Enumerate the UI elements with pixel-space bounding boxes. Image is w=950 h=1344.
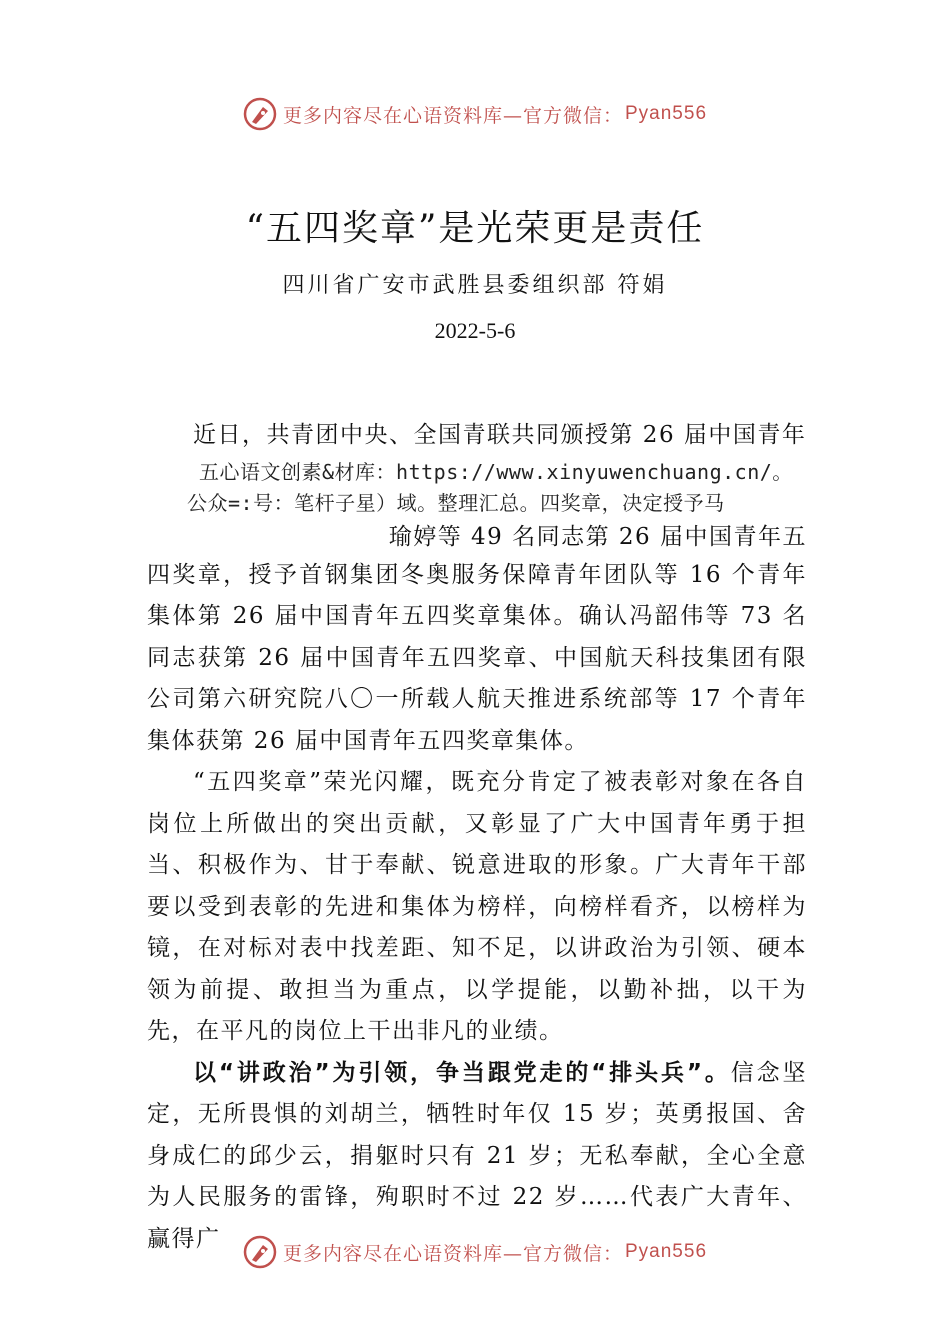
overlay-watermark-line-2: 公众=:号：笔杆子星）域。整理汇总。四奖章，决定授予马 <box>187 490 725 515</box>
pen-nib-icon <box>243 1235 277 1269</box>
paragraph-1-start: 近日，共青团中央、全国青联共同颁授第 26 届中国青年 <box>193 422 807 448</box>
banner-text: 更多内容尽在心语资料库—官方微信： <box>282 1242 623 1265</box>
paragraph-1-right-line: 瑜婷等 49 名同志第 26 届中国青年五 <box>388 523 807 550</box>
header-watermark-banner <box>0 94 950 134</box>
document-body <box>147 415 807 1260</box>
overlay-watermark-line-1: 五心语文创素&材库：https://www.xinyuwenchuang.cn/。 <box>199 459 793 484</box>
document-title: “五四奖章”是光荣更是责任 <box>245 208 705 249</box>
footer-watermark-banner <box>0 1232 950 1272</box>
document-author: 四川省广安市武胜县委组织部 符娟 <box>282 273 668 298</box>
banner-wechat-id: Pyan556 <box>625 103 708 124</box>
pen-nib-icon <box>243 97 277 131</box>
paragraph-1-rest: 四奖章，授予首钢集团冬奥服务保障青年团队等 16 个青年集体第 26 届中国青年五四奖章集体。确认冯韶伟等 73 名同志获第 26 届中国青年五四奖章、中国航天科技集团有限公司第六研究院八〇一所载人航天推进系统部等 17 个青年集体获第 26 届中国青年五四奖章集体。 <box>147 561 807 754</box>
paragraph-3 <box>147 1053 807 1261</box>
paragraph-2: “五四奖章”荣光闪耀，既充分肯定了被表彰对象在各自岗位上所做出的突出贡献，又彰显了广大中国青年勇于担当、积极作为、甘于奉献、锐意进取的形象。广大青年干部要以受到表彰的先进和集体为榜样，向榜样看齐，以榜样为镜，在对标对表中找差距、知不足，以讲政治为引领、硬本领为前提、敢担当为重点，以学提能，以勤补拙，以干为先，在平凡的岗位上干出非凡的业绩。 <box>147 769 807 1044</box>
paragraph-3-lead: 以“讲政治”为引领，争当跟党走的“排头兵”。 <box>193 1059 731 1086</box>
banner-text: 更多内容尽在心语资料库—官方微信： <box>282 104 623 127</box>
paragraph-3-text: 信念坚定，无所畏惧的刘胡兰，牺牲时年仅 15 岁；英勇报国、舍身成仁的邱少云，捐躯时只有 21 岁；无私奉献，全心全意为人民服务的雷锋，殉职时不过 22 岁……代表广大青年、赢得广 <box>147 1059 808 1252</box>
document-date: 2022-5-6 <box>434 318 516 343</box>
banner-wechat-id: Pyan556 <box>625 1241 708 1262</box>
